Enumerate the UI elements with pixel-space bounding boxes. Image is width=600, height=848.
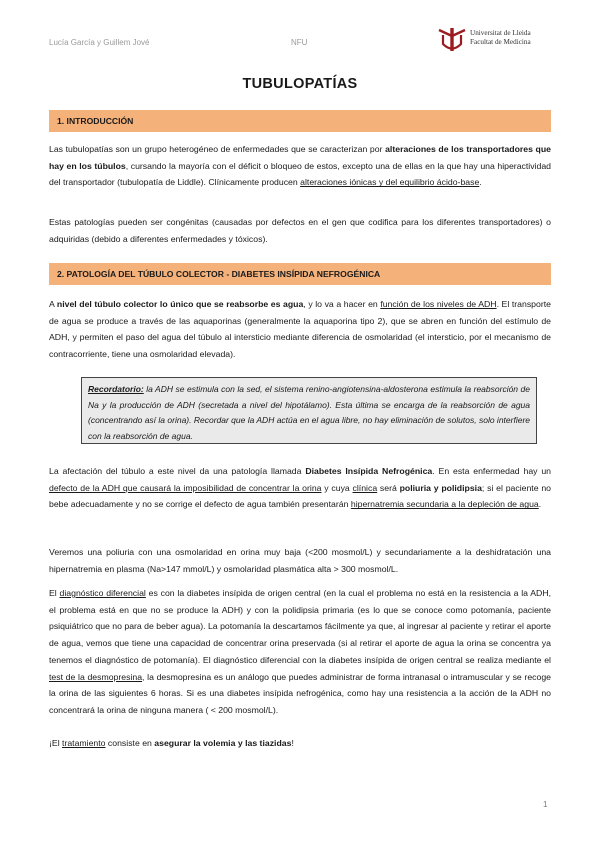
header-authors: Lucía García y Guillem Jové (49, 38, 150, 47)
text-run: será (377, 482, 400, 493)
underlined-run: alteraciones iónicas y del equilibrio ácido-base (300, 177, 480, 188)
section-heading-text: 2. PATOLOGÍA DEL TÚBULO COLECTOR - DIABETES INSÍPIDA NEFROGÉNICA (57, 269, 381, 279)
text-run: ! (291, 738, 294, 748)
section-heading-introduccion (49, 110, 551, 132)
intro-paragraph-1 (49, 141, 551, 191)
text-run: es con la diabetes insípida de origen central (en la cual el problema no está en la resistencia a la ADH, el problema está en que no se produce la ADH) y con la polidipsia primaria (es lo que se conoce como potomanía, paciente psiquiátrico que no para de beber agua). La potomanía la descartamos fácilmente ya que, al ingresar al paciente y retirar el aporte de agua, vemos que tiene una capacidad de concentrar orina preservada (si al retirar el aporte de agua la orina se concentra ya tenemos el diagnóstico de potomanía). El diagnóstico diferencial con la diabetes insípida de origen central se realiza mediante el (49, 588, 552, 665)
underlined-run: test de la desmopresina (49, 671, 143, 682)
underlined-run: clínica (352, 482, 378, 493)
underlined-run: hipernatremia secundaria a la depleción de agua (350, 499, 539, 510)
colector-paragraph-5 (49, 735, 551, 752)
bold-run: Diabetes Insípida Nefrogénica (305, 466, 433, 476)
logo-line-2: Facultat de Medicina (470, 38, 531, 46)
colector-paragraph-1 (49, 296, 551, 363)
colector-paragraph-2 (49, 463, 551, 513)
reminder-text: la ADH se estimula con la sed, el sistema renino-angiotensina-aldosterona estimula la reabsorción de Na y la producción de ADH (secretada a nivel del hipotálamo). Esta última se encarga de la reabsorción de agua (concentrando así la orina). Recordar que la ADH actúa en el agua libre, no hay eliminación de solutos, solo interfiere con la reabsorción de agua. (88, 384, 530, 441)
bold-run: asegurar la volemia y las tiazidas (154, 738, 292, 748)
reminder-note-box (81, 377, 537, 444)
bold-run: nivel del túbulo colector lo único que se reabsorbe es agua (56, 299, 304, 309)
university-logo (437, 26, 552, 54)
text-run: . (479, 177, 482, 188)
intro-paragraph-2: Estas patologías pueden ser congénitas (causadas por defectos en el gen que codifica para los diferentes transportadores) o adquiridas (debido a diferentes enfermedades y tóxicos). (49, 217, 551, 244)
underlined-run: defecto de la ADH que causará la imposibilidad de concentrar la orina (49, 482, 322, 493)
text-run: ¡El (49, 738, 63, 748)
underlined-run: tratamiento (62, 738, 106, 748)
logo-line-1: Universitat de Lleida (470, 29, 531, 37)
section-heading-tubulo-colector (49, 263, 551, 285)
reminder-label: Recordatorio: (88, 384, 144, 394)
text-run: , la desmopresina es un análogo que puedes administrar de forma intranasal o intramuscular y se recoge la orina de las siguientes 6 horas. Si es una diabetes insípida nefrogénica, como hay una resistencia a la acción de la ADH no concentrará la orina de ninguna manera ( < 200 mosmol/L). (49, 671, 551, 715)
section-heading-text: 1. INTRODUCCIÓN (57, 116, 134, 126)
underlined-run: diagnóstico diferencial (59, 588, 146, 598)
colector-paragraph-3: Veremos una poliuria con una osmolaridad en orina muy baja (<200 mosmol/L) y secundariamente a la deshidratación una hipernatremia en plasma (Na>147 mmol/L) y osmolaridad plasmática alta > 300 mosmol/L. (49, 547, 551, 574)
underlined-run: función de los niveles de ADH (380, 299, 497, 309)
text-run: La afectación del túbulo a este nivel da una patología llamada (49, 466, 306, 476)
text-run: A (49, 299, 57, 309)
text-run: consiste en (105, 738, 155, 748)
text-run: . (538, 499, 542, 510)
page-number: 1 (543, 800, 548, 809)
text-run: y cuya (321, 482, 353, 493)
bold-run: alteraciones de los transportadores que hay en los túbulos (49, 144, 551, 171)
bold-run: poliuria y polidipsia (399, 482, 482, 493)
page-title: TUBULOPATÍAS (242, 76, 358, 92)
text-run: Las tubulopatías son un grupo heterogéneo de enfermedades que se caracterizan por (49, 144, 386, 154)
text-run: El (49, 588, 60, 598)
colector-paragraph-4 (49, 585, 551, 719)
text-run: , y lo va a hacer en (303, 299, 381, 309)
text-run: ; si el paciente no bebe adecuadamente y no se corrige el defecto de agua también presentarán (49, 482, 551, 510)
university-emblem-icon (437, 26, 467, 54)
text-run: . El transporte de agua se produce a través de las aquaporinas (generalmente la aquaporina tipo 2), que se abren en función del estímulo de ADH, y permiten el paso del agua del túbulo al intersticio mediante diferencia de osmolaridad (el intersticio, por el mecanismo de contracorriente, tiene una osmolaridad elevada). (49, 299, 551, 360)
text-run: , cursando la mayoría con el déficit o bloqueo de estos, excepto una de ellas en la que hay una hiperactividad del transportador (tubulopatía de Liddle). Clínicamente producen (49, 160, 551, 188)
header-subject: NFU (291, 38, 308, 47)
text-run: . En esta enfermedad hay un (432, 466, 551, 476)
